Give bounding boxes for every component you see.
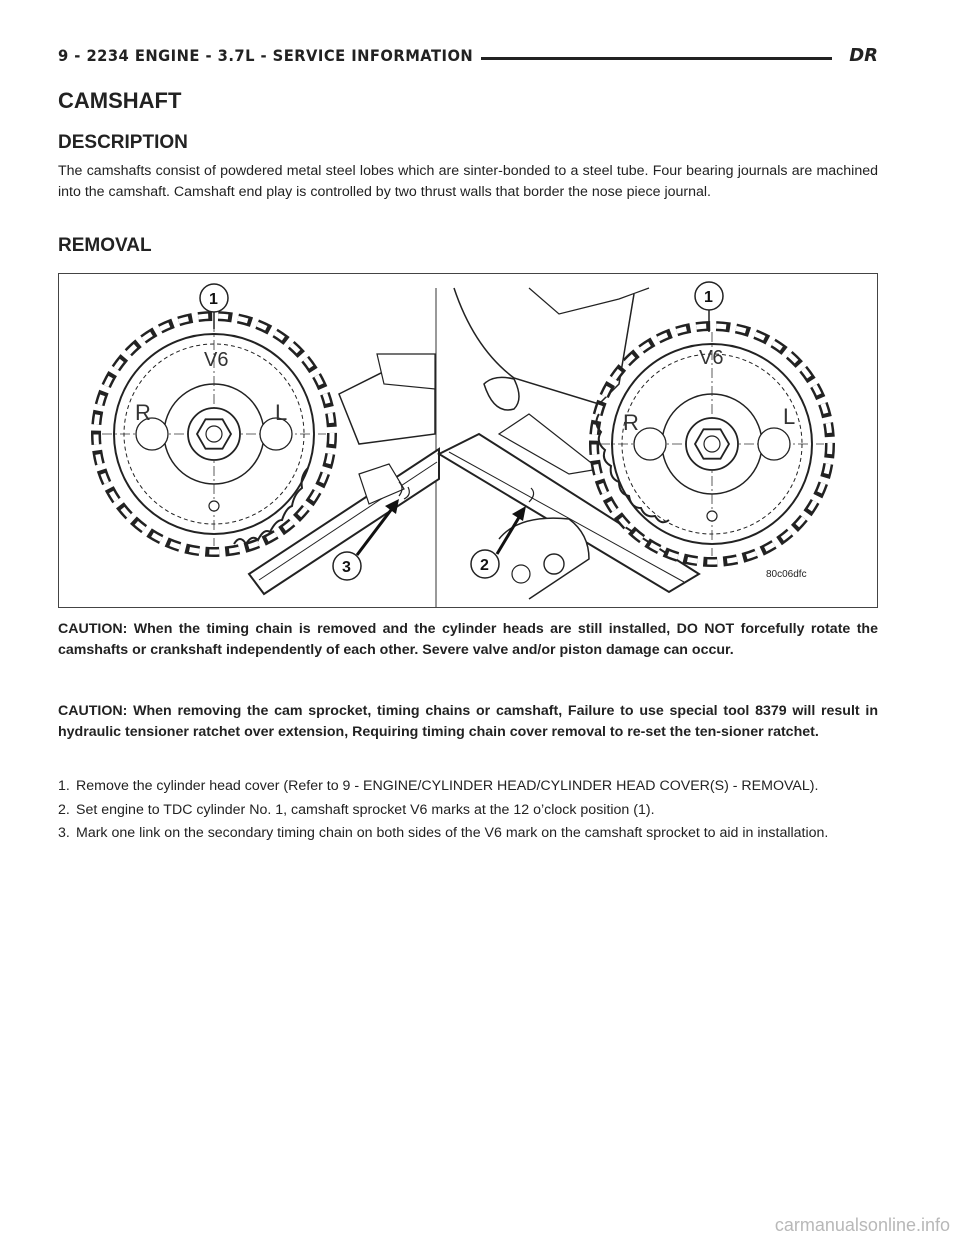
removal-steps (58, 776, 878, 847)
callout-2: 2 (480, 557, 489, 574)
caution-forceful-rotation: CAUTION: When the timing chain is removed and the cylinder heads are still installed, DO NOT forcefully rotate the camshafts or crankshaft independently of each other. Severe valve and/or piston damage can occur. (58, 621, 878, 658)
timing-chain-illustration (59, 274, 877, 607)
sprocket-v6-mark-right: V6 (699, 347, 724, 369)
left-sprocket-panel (96, 284, 439, 594)
header-model-code: DR (849, 45, 878, 66)
sprocket-v6-mark: V6 (204, 349, 229, 371)
page-title: CAMSHAFT (58, 88, 182, 113)
step-number: 1. (58, 778, 70, 794)
camshaft-sprocket-figure (58, 273, 878, 608)
header-rule (481, 57, 832, 60)
removal-heading: REMOVAL (58, 235, 152, 256)
header-section-title: 9 - 2234 ENGINE - 3.7L - SERVICE INFORMATION (58, 46, 474, 65)
step-number: 2. (58, 801, 70, 818)
caution-special-tool: CAUTION: When removing the cam sprocket, timing chains or camshaft, Failure to use special tool 8379 will result in hydraulic tensioner ratchet over extension, Requiring timing chain cover removal to re-set the ten-sioner ratchet. (58, 703, 878, 740)
callout-1-left: 1 (209, 291, 218, 308)
list-item (58, 776, 878, 797)
site-watermark: carmanualsonline.info (774, 1215, 950, 1235)
sprocket-r-mark: R (135, 400, 151, 425)
description-text: The camshafts consist of powdered metal steel lobes which are sinter-bonded to a steel tube. Four bearing journals are machined into the camshaft. Camshaft end play is controlled by two thrust walls that border the nose piece journal. (58, 163, 878, 200)
sprocket-l-mark: L (275, 400, 288, 425)
callout-3: 3 (342, 559, 351, 576)
step-text: Set engine to TDC cylinder No. 1, camshaft sprocket V6 marks at the 12 o’clock position (1). (76, 801, 655, 818)
right-sprocket-panel (439, 282, 830, 599)
sprocket-r-mark-right: R (623, 410, 639, 435)
figure-id: 80c06dfc (766, 569, 807, 580)
step-number: 3. (58, 825, 70, 841)
step-text: Mark one link on the secondary timing chain on both sides of the V6 mark on the camshaft sprocket to aid in installation. (76, 825, 829, 841)
callout-1-right: 1 (704, 289, 713, 306)
description-heading: DESCRIPTION (58, 132, 188, 153)
page-header (58, 44, 878, 72)
sprocket-l-mark-right: L (783, 404, 796, 429)
step-text: Remove the cylinder head cover (Refer to 9 - ENGINE/CYLINDER HEAD/CYLINDER HEAD COVER(S) - REMOVAL). (76, 778, 819, 794)
list-item (58, 800, 878, 821)
list-item (58, 823, 878, 844)
